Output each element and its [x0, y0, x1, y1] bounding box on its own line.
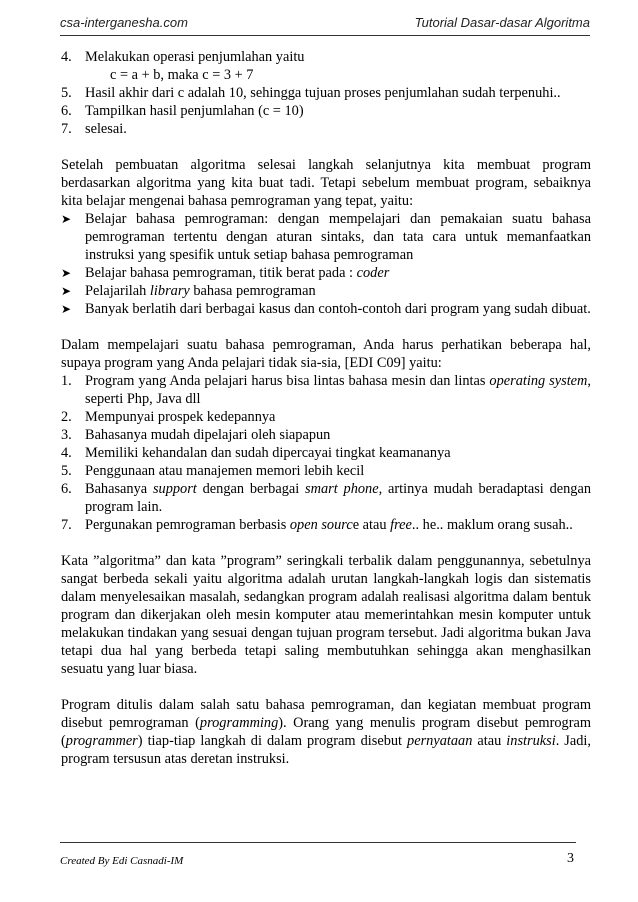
emphasis: free: [390, 517, 412, 533]
list-number: 1.: [61, 373, 72, 389]
list-item: [61, 372, 591, 408]
list-item: [61, 48, 591, 66]
list-number: 7.: [61, 517, 72, 533]
list-item: [61, 120, 591, 138]
header-divider: [60, 35, 590, 36]
list-number: 5.: [61, 85, 72, 101]
list-text: Program yang Anda pelajari harus bisa lintas bahasa mesin dan lintas operating system, seperti Php, Java dll: [85, 373, 591, 407]
list-item: [61, 408, 591, 426]
list-text: Banyak berlatih dari berbagai kasus dan contoh-contoh dari program yang sudah dibuat.: [85, 301, 591, 317]
list-number: 4.: [61, 49, 72, 65]
list-item: [61, 300, 591, 318]
steps-list: [61, 48, 591, 138]
list-text: selesai.: [85, 121, 127, 137]
footer-divider: [60, 842, 576, 843]
bullet-list: [61, 210, 591, 318]
list-item: [61, 426, 591, 444]
list-text: Penggunaan atau manajemen memori lebih kecil: [85, 463, 365, 479]
arrow-bullet-icon: ➤: [61, 284, 72, 298]
list-item: [61, 282, 591, 300]
list-number: 6.: [61, 481, 72, 497]
emphasis: pernyataan: [407, 733, 473, 749]
arrow-bullet-icon: ➤: [61, 302, 72, 316]
emphasis: programmer: [65, 733, 138, 749]
list-number: 6.: [61, 103, 72, 119]
page-body: [61, 48, 591, 768]
emphasis: operating system: [489, 373, 588, 389]
header-title: Tutorial Dasar-dasar Algoritma: [414, 15, 590, 30]
list-item: [61, 210, 591, 264]
emphasis: programming: [199, 715, 279, 731]
list-item: [61, 516, 591, 534]
emphasis: instruksi: [506, 733, 556, 749]
list-number: 4.: [61, 445, 72, 461]
list-text: Pergunakan pemrograman berbasis open source atau free.. he.. maklum orang susah..: [85, 517, 573, 533]
footer-author: Created By Edi Casnadi-IM: [60, 855, 184, 867]
list-item: [61, 480, 591, 516]
emphasis: open sourc: [289, 517, 353, 533]
emphasis: coder: [356, 265, 390, 281]
list-number: 5.: [61, 463, 72, 479]
list-item: [61, 102, 591, 120]
list-text: Pelajarilah library bahasa pemrograman: [85, 283, 316, 299]
list-text: Belajar bahasa pemrograman: dengan mempelajari dan pemakaian suatu bahasa pemrograman tertentu dengan aturan sintaks, dan tata cara untuk memanfaatkan instruksi yang spesifik untuk setiap bahasa pemrograman: [85, 211, 591, 263]
list-text: Tampilkan hasil penjumlahan (c = 10): [85, 103, 304, 119]
emphasis: smart phone,: [305, 481, 383, 497]
header-site: csa-interganesha.com: [60, 15, 188, 30]
paragraph: Kata ”algoritma” dan kata ”program” seringkali terbalik dalam penggunannya, sebetulnya sangat berbeda sekali yaitu algoritma adalah urutan langkah-langkah logis dan sistematis dalam menyelesaikan masalah, sedangkan program adalah realisasi algoritma dalam bentuk program dan dikerjakan oleh mesin komputer atau memerintahkan mesin komputer untuk melakukan tindakan yang sesuai dengan tujuan program tersebut. Jadi algoritma bukan Java tetapi dua hal yang berbeda tetapi saling membutuhkan sehingga akan menghasilkan sesuatu yang luar biasa.: [61, 553, 591, 677]
list-text: Mempunyai prospek kedepannya: [85, 409, 276, 425]
paragraph: Dalam mempelajari suatu bahasa pemrograman, Anda harus perhatikan beberapa hal, supaya program yang Anda pelajari tidak sia-sia, [EDI C09] yaitu:: [61, 337, 591, 371]
arrow-bullet-icon: ➤: [61, 266, 72, 280]
list-number: 2.: [61, 409, 72, 425]
list-item: [61, 462, 591, 480]
list-text: Belajar bahasa pemrograman, titik berat pada : coder: [85, 265, 390, 281]
page-number: 3: [567, 851, 574, 866]
formula-line: c = a + b, maka c = 3 + 7: [110, 67, 254, 83]
list-item: [61, 84, 591, 102]
emphasis: support: [152, 481, 197, 497]
list-text: Memiliki kehandalan dan sudah dipercayai tingkat keamananya: [85, 445, 451, 461]
paragraph: Setelah pembuatan algoritma selesai langkah selanjutnya kita membuat program berdasarkan algoritma yang kita buat tadi. Tetapi sebelum membuat program, sebaiknya kita belajar mengenai bahasa pemrograman yang tepat, yaitu:: [61, 157, 591, 209]
list-text: Hasil akhir dari c adalah 10, sehingga tujuan proses penjumlahan sudah terpenuhi..: [85, 85, 561, 101]
list-number: 3.: [61, 427, 72, 443]
emphasis: library: [149, 283, 190, 299]
list-item: [61, 264, 591, 282]
list-text: Bahasanya mudah dipelajari oleh siapapun: [85, 427, 331, 443]
tips-list: [61, 372, 591, 534]
list-text: Melakukan operasi penjumlahan yaitu: [85, 49, 305, 65]
list-item: [61, 444, 591, 462]
paragraph: Program ditulis dalam salah satu bahasa pemrograman, dan kegiatan membuat program disebut pemrograman (programming). Orang yang menulis program disebut pemrogram (programmer) tiap-tiap langkah di dalam program disebut pernyataan atau instruksi. Jadi, program tersusun atas deretan instruksi.: [61, 697, 592, 767]
list-text: Bahasanya support dengan berbagai smart phone, artinya mudah beradaptasi dengan program lain.: [85, 481, 592, 515]
arrow-bullet-icon: ➤: [61, 212, 72, 226]
list-number: 7.: [61, 121, 72, 137]
